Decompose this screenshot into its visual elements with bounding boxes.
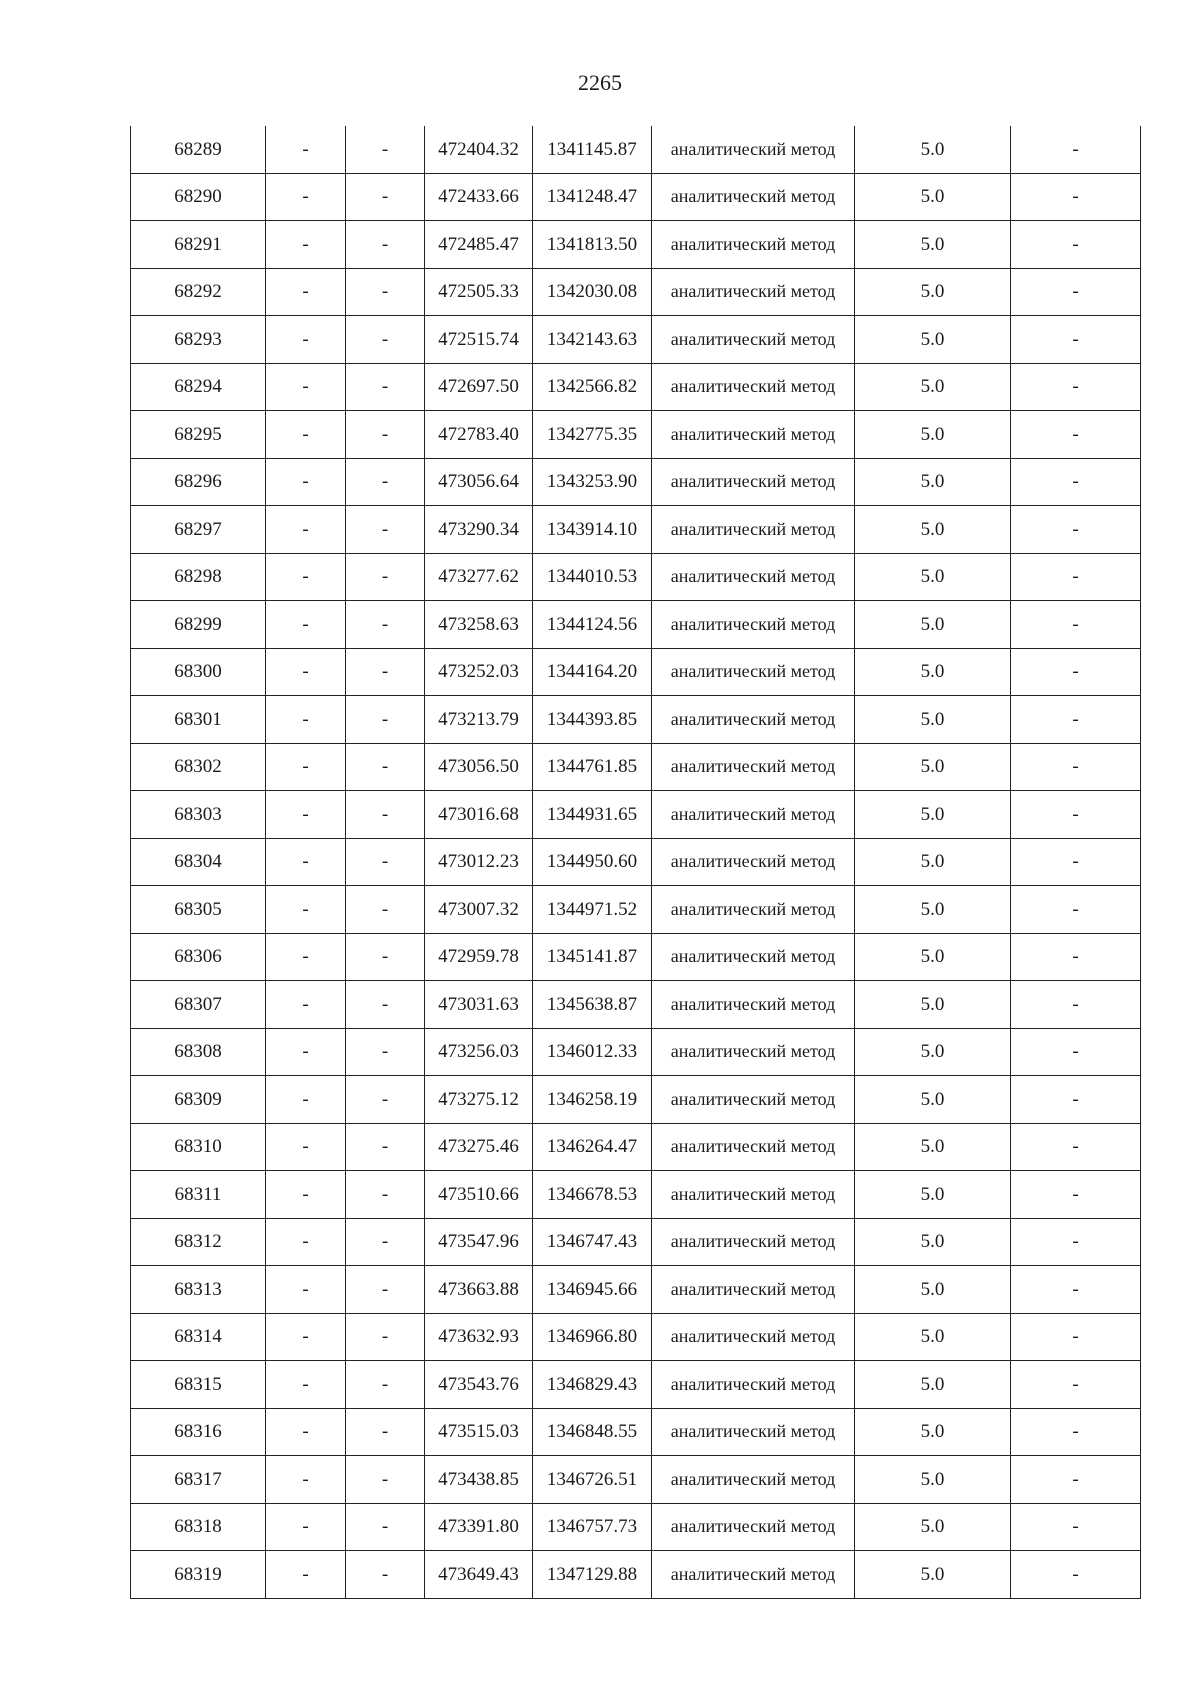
- dash-cell: -: [1011, 1028, 1141, 1076]
- x-coordinate-cell: 473547.96: [425, 1218, 533, 1266]
- point-number-cell: 68292: [131, 268, 266, 316]
- point-number-cell: 68312: [131, 1218, 266, 1266]
- table-row: [131, 696, 1141, 744]
- dash-cell: -: [346, 1123, 425, 1171]
- table-row: [131, 791, 1141, 839]
- method-cell: аналитический метод: [652, 1551, 855, 1599]
- accuracy-cell: 5.0: [855, 1028, 1011, 1076]
- method-cell: аналитический метод: [652, 1503, 855, 1551]
- table-row: [131, 1551, 1141, 1599]
- table-row: [131, 1456, 1141, 1504]
- accuracy-cell: 5.0: [855, 1171, 1011, 1219]
- dash-cell: -: [266, 411, 346, 459]
- dash-cell: -: [1011, 696, 1141, 744]
- x-coordinate-cell: 473007.32: [425, 886, 533, 934]
- dash-cell: -: [1011, 506, 1141, 554]
- accuracy-cell: 5.0: [855, 1408, 1011, 1456]
- accuracy-cell: 5.0: [855, 1218, 1011, 1266]
- table-row: [131, 981, 1141, 1029]
- dash-cell: -: [266, 1551, 346, 1599]
- dash-cell: -: [346, 1361, 425, 1409]
- dash-cell: -: [1011, 601, 1141, 649]
- point-number-cell: 68299: [131, 601, 266, 649]
- method-cell: аналитический метод: [652, 886, 855, 934]
- y-coordinate-cell: 1342775.35: [533, 411, 652, 459]
- method-cell: аналитический метод: [652, 933, 855, 981]
- accuracy-cell: 5.0: [855, 316, 1011, 364]
- table-row: [131, 1123, 1141, 1171]
- x-coordinate-cell: 472433.66: [425, 173, 533, 221]
- table-row: [131, 553, 1141, 601]
- dash-cell: -: [266, 553, 346, 601]
- dash-cell: -: [266, 1503, 346, 1551]
- point-number-cell: 68305: [131, 886, 266, 934]
- method-cell: аналитический метод: [652, 1456, 855, 1504]
- dash-cell: -: [1011, 933, 1141, 981]
- accuracy-cell: 5.0: [855, 648, 1011, 696]
- dash-cell: -: [346, 886, 425, 934]
- method-cell: аналитический метод: [652, 411, 855, 459]
- table-row: [131, 933, 1141, 981]
- point-number-cell: 68309: [131, 1076, 266, 1124]
- dash-cell: -: [1011, 743, 1141, 791]
- method-cell: аналитический метод: [652, 126, 855, 173]
- table-row: [131, 458, 1141, 506]
- dash-cell: -: [346, 1028, 425, 1076]
- accuracy-cell: 5.0: [855, 506, 1011, 554]
- accuracy-cell: 5.0: [855, 126, 1011, 173]
- dash-cell: -: [1011, 363, 1141, 411]
- dash-cell: -: [1011, 268, 1141, 316]
- dash-cell: -: [1011, 1361, 1141, 1409]
- dash-cell: -: [346, 268, 425, 316]
- dash-cell: -: [346, 1171, 425, 1219]
- method-cell: аналитический метод: [652, 1408, 855, 1456]
- accuracy-cell: 5.0: [855, 458, 1011, 506]
- dash-cell: -: [266, 696, 346, 744]
- accuracy-cell: 5.0: [855, 1503, 1011, 1551]
- accuracy-cell: 5.0: [855, 981, 1011, 1029]
- point-number-cell: 68303: [131, 791, 266, 839]
- x-coordinate-cell: 472515.74: [425, 316, 533, 364]
- dash-cell: -: [1011, 458, 1141, 506]
- table-row: [131, 1361, 1141, 1409]
- y-coordinate-cell: 1345141.87: [533, 933, 652, 981]
- y-coordinate-cell: 1346678.53: [533, 1171, 652, 1219]
- method-cell: аналитический метод: [652, 981, 855, 1029]
- x-coordinate-cell: 473275.12: [425, 1076, 533, 1124]
- dash-cell: -: [346, 553, 425, 601]
- method-cell: аналитический метод: [652, 838, 855, 886]
- accuracy-cell: 5.0: [855, 743, 1011, 791]
- dash-cell: -: [346, 1218, 425, 1266]
- point-number-cell: 68297: [131, 506, 266, 554]
- accuracy-cell: 5.0: [855, 173, 1011, 221]
- dash-cell: -: [346, 838, 425, 886]
- dash-cell: -: [1011, 1503, 1141, 1551]
- method-cell: аналитический метод: [652, 791, 855, 839]
- dash-cell: -: [266, 1408, 346, 1456]
- dash-cell: -: [346, 1408, 425, 1456]
- y-coordinate-cell: 1347129.88: [533, 1551, 652, 1599]
- dash-cell: -: [1011, 1123, 1141, 1171]
- accuracy-cell: 5.0: [855, 553, 1011, 601]
- y-coordinate-cell: 1345638.87: [533, 981, 652, 1029]
- method-cell: аналитический метод: [652, 553, 855, 601]
- dash-cell: -: [346, 458, 425, 506]
- accuracy-cell: 5.0: [855, 221, 1011, 269]
- x-coordinate-cell: 472485.47: [425, 221, 533, 269]
- dash-cell: -: [266, 601, 346, 649]
- dash-cell: -: [266, 886, 346, 934]
- dash-cell: -: [266, 1218, 346, 1266]
- dash-cell: -: [346, 933, 425, 981]
- table-row: [131, 648, 1141, 696]
- table-row: [131, 886, 1141, 934]
- y-coordinate-cell: 1342143.63: [533, 316, 652, 364]
- y-coordinate-cell: 1343914.10: [533, 506, 652, 554]
- method-cell: аналитический метод: [652, 1076, 855, 1124]
- accuracy-cell: 5.0: [855, 268, 1011, 316]
- method-cell: аналитический метод: [652, 458, 855, 506]
- dash-cell: -: [266, 933, 346, 981]
- y-coordinate-cell: 1344164.20: [533, 648, 652, 696]
- table-row: [131, 1503, 1141, 1551]
- point-number-cell: 68295: [131, 411, 266, 459]
- dash-cell: -: [266, 363, 346, 411]
- page-number: 2265: [578, 70, 622, 95]
- point-number-cell: 68302: [131, 743, 266, 791]
- x-coordinate-cell: 472959.78: [425, 933, 533, 981]
- dash-cell: -: [346, 791, 425, 839]
- point-number-cell: 68304: [131, 838, 266, 886]
- method-cell: аналитический метод: [652, 696, 855, 744]
- point-number-cell: 68319: [131, 1551, 266, 1599]
- y-coordinate-cell: 1346726.51: [533, 1456, 652, 1504]
- point-number-cell: 68300: [131, 648, 266, 696]
- accuracy-cell: 5.0: [855, 886, 1011, 934]
- x-coordinate-cell: 473213.79: [425, 696, 533, 744]
- x-coordinate-cell: 473290.34: [425, 506, 533, 554]
- dash-cell: -: [346, 363, 425, 411]
- dash-cell: -: [1011, 221, 1141, 269]
- point-number-cell: 68291: [131, 221, 266, 269]
- table-row: [131, 316, 1141, 364]
- dash-cell: -: [1011, 316, 1141, 364]
- accuracy-cell: 5.0: [855, 1076, 1011, 1124]
- y-coordinate-cell: 1341248.47: [533, 173, 652, 221]
- method-cell: аналитический метод: [652, 268, 855, 316]
- point-number-cell: 68294: [131, 363, 266, 411]
- table-body: [131, 126, 1141, 1598]
- y-coordinate-cell: 1346848.55: [533, 1408, 652, 1456]
- dash-cell: -: [266, 1313, 346, 1361]
- x-coordinate-cell: 472783.40: [425, 411, 533, 459]
- x-coordinate-cell: 473515.03: [425, 1408, 533, 1456]
- dash-cell: -: [346, 173, 425, 221]
- dash-cell: -: [266, 743, 346, 791]
- dash-cell: -: [266, 268, 346, 316]
- dash-cell: -: [1011, 553, 1141, 601]
- point-number-cell: 68306: [131, 933, 266, 981]
- method-cell: аналитический метод: [652, 506, 855, 554]
- method-cell: аналитический метод: [652, 173, 855, 221]
- point-number-cell: 68313: [131, 1266, 266, 1314]
- accuracy-cell: 5.0: [855, 933, 1011, 981]
- y-coordinate-cell: 1346966.80: [533, 1313, 652, 1361]
- table-row: [131, 1171, 1141, 1219]
- dash-cell: -: [1011, 1313, 1141, 1361]
- dash-cell: -: [346, 411, 425, 459]
- x-coordinate-cell: 473031.63: [425, 981, 533, 1029]
- dash-cell: -: [266, 458, 346, 506]
- table-row: [131, 268, 1141, 316]
- dash-cell: -: [266, 1361, 346, 1409]
- y-coordinate-cell: 1342030.08: [533, 268, 652, 316]
- y-coordinate-cell: 1344971.52: [533, 886, 652, 934]
- dash-cell: -: [1011, 838, 1141, 886]
- table-row: [131, 506, 1141, 554]
- point-number-cell: 68290: [131, 173, 266, 221]
- x-coordinate-cell: 473510.66: [425, 1171, 533, 1219]
- dash-cell: -: [346, 1313, 425, 1361]
- point-number-cell: 68316: [131, 1408, 266, 1456]
- dash-cell: -: [346, 1456, 425, 1504]
- accuracy-cell: 5.0: [855, 791, 1011, 839]
- x-coordinate-cell: 473056.50: [425, 743, 533, 791]
- point-number-cell: 68317: [131, 1456, 266, 1504]
- method-cell: аналитический метод: [652, 648, 855, 696]
- y-coordinate-cell: 1342566.82: [533, 363, 652, 411]
- accuracy-cell: 5.0: [855, 411, 1011, 459]
- dash-cell: -: [1011, 791, 1141, 839]
- dash-cell: -: [266, 221, 346, 269]
- y-coordinate-cell: 1341813.50: [533, 221, 652, 269]
- method-cell: аналитический метод: [652, 1313, 855, 1361]
- dash-cell: -: [346, 1266, 425, 1314]
- method-cell: аналитический метод: [652, 221, 855, 269]
- dash-cell: -: [346, 743, 425, 791]
- y-coordinate-cell: 1346264.47: [533, 1123, 652, 1171]
- dash-cell: -: [266, 1123, 346, 1171]
- dash-cell: -: [1011, 1076, 1141, 1124]
- table-row: [131, 411, 1141, 459]
- x-coordinate-cell: 473012.23: [425, 838, 533, 886]
- table-row: [131, 1218, 1141, 1266]
- y-coordinate-cell: 1346012.33: [533, 1028, 652, 1076]
- x-coordinate-cell: 472697.50: [425, 363, 533, 411]
- accuracy-cell: 5.0: [855, 696, 1011, 744]
- method-cell: аналитический метод: [652, 1218, 855, 1266]
- dash-cell: -: [346, 1503, 425, 1551]
- table-row: [131, 743, 1141, 791]
- dash-cell: -: [266, 791, 346, 839]
- method-cell: аналитический метод: [652, 1028, 855, 1076]
- dash-cell: -: [346, 316, 425, 364]
- dash-cell: -: [266, 1076, 346, 1124]
- y-coordinate-cell: 1344761.85: [533, 743, 652, 791]
- dash-cell: -: [1011, 1456, 1141, 1504]
- coordinates-table: [130, 126, 1141, 1599]
- y-coordinate-cell: 1344950.60: [533, 838, 652, 886]
- dash-cell: -: [266, 1266, 346, 1314]
- dash-cell: -: [346, 981, 425, 1029]
- table-row: [131, 1408, 1141, 1456]
- accuracy-cell: 5.0: [855, 1123, 1011, 1171]
- y-coordinate-cell: 1346258.19: [533, 1076, 652, 1124]
- method-cell: аналитический метод: [652, 1361, 855, 1409]
- table-row: [131, 1028, 1141, 1076]
- y-coordinate-cell: 1346829.43: [533, 1361, 652, 1409]
- y-coordinate-cell: 1344124.56: [533, 601, 652, 649]
- point-number-cell: 68296: [131, 458, 266, 506]
- dash-cell: -: [1011, 1408, 1141, 1456]
- x-coordinate-cell: 473649.43: [425, 1551, 533, 1599]
- dash-cell: -: [266, 126, 346, 173]
- y-coordinate-cell: 1344931.65: [533, 791, 652, 839]
- dash-cell: -: [346, 1551, 425, 1599]
- dash-cell: -: [266, 316, 346, 364]
- point-number-cell: 68293: [131, 316, 266, 364]
- x-coordinate-cell: 473438.85: [425, 1456, 533, 1504]
- method-cell: аналитический метод: [652, 601, 855, 649]
- y-coordinate-cell: 1344010.53: [533, 553, 652, 601]
- x-coordinate-cell: 473252.03: [425, 648, 533, 696]
- x-coordinate-cell: 473258.63: [425, 601, 533, 649]
- x-coordinate-cell: 473256.03: [425, 1028, 533, 1076]
- table-row: [131, 126, 1141, 173]
- dash-cell: -: [1011, 411, 1141, 459]
- point-number-cell: 68314: [131, 1313, 266, 1361]
- y-coordinate-cell: 1344393.85: [533, 696, 652, 744]
- x-coordinate-cell: 473632.93: [425, 1313, 533, 1361]
- dash-cell: -: [1011, 1218, 1141, 1266]
- method-cell: аналитический метод: [652, 316, 855, 364]
- dash-cell: -: [346, 696, 425, 744]
- point-number-cell: 68301: [131, 696, 266, 744]
- dash-cell: -: [1011, 126, 1141, 173]
- dash-cell: -: [266, 981, 346, 1029]
- dash-cell: -: [266, 173, 346, 221]
- table-row: [131, 838, 1141, 886]
- table-row: [131, 221, 1141, 269]
- y-coordinate-cell: 1343253.90: [533, 458, 652, 506]
- accuracy-cell: 5.0: [855, 363, 1011, 411]
- point-number-cell: 68311: [131, 1171, 266, 1219]
- x-coordinate-cell: 473277.62: [425, 553, 533, 601]
- method-cell: аналитический метод: [652, 743, 855, 791]
- accuracy-cell: 5.0: [855, 1551, 1011, 1599]
- y-coordinate-cell: 1346945.66: [533, 1266, 652, 1314]
- dash-cell: -: [266, 648, 346, 696]
- method-cell: аналитический метод: [652, 363, 855, 411]
- point-number-cell: 68318: [131, 1503, 266, 1551]
- dash-cell: -: [1011, 1551, 1141, 1599]
- y-coordinate-cell: 1341145.87: [533, 126, 652, 173]
- dash-cell: -: [266, 838, 346, 886]
- method-cell: аналитический метод: [652, 1123, 855, 1171]
- dash-cell: -: [266, 1456, 346, 1504]
- point-number-cell: 68315: [131, 1361, 266, 1409]
- table-row: [131, 1313, 1141, 1361]
- dash-cell: -: [346, 648, 425, 696]
- y-coordinate-cell: 1346747.43: [533, 1218, 652, 1266]
- x-coordinate-cell: 473056.64: [425, 458, 533, 506]
- point-number-cell: 68308: [131, 1028, 266, 1076]
- dash-cell: -: [1011, 981, 1141, 1029]
- table-row: [131, 173, 1141, 221]
- accuracy-cell: 5.0: [855, 601, 1011, 649]
- dash-cell: -: [346, 506, 425, 554]
- x-coordinate-cell: 473016.68: [425, 791, 533, 839]
- dash-cell: -: [1011, 1171, 1141, 1219]
- y-coordinate-cell: 1346757.73: [533, 1503, 652, 1551]
- x-coordinate-cell: 472404.32: [425, 126, 533, 173]
- dash-cell: -: [1011, 173, 1141, 221]
- dash-cell: -: [1011, 886, 1141, 934]
- accuracy-cell: 5.0: [855, 1361, 1011, 1409]
- x-coordinate-cell: 473391.80: [425, 1503, 533, 1551]
- table-row: [131, 1076, 1141, 1124]
- accuracy-cell: 5.0: [855, 838, 1011, 886]
- x-coordinate-cell: 473663.88: [425, 1266, 533, 1314]
- dash-cell: -: [1011, 648, 1141, 696]
- dash-cell: -: [266, 1028, 346, 1076]
- point-number-cell: 68298: [131, 553, 266, 601]
- table-row: [131, 363, 1141, 411]
- table-row: [131, 601, 1141, 649]
- x-coordinate-cell: 472505.33: [425, 268, 533, 316]
- dash-cell: -: [346, 601, 425, 649]
- point-number-cell: 68310: [131, 1123, 266, 1171]
- dash-cell: -: [346, 126, 425, 173]
- method-cell: аналитический метод: [652, 1266, 855, 1314]
- dash-cell: -: [346, 1076, 425, 1124]
- dash-cell: -: [266, 506, 346, 554]
- method-cell: аналитический метод: [652, 1171, 855, 1219]
- accuracy-cell: 5.0: [855, 1313, 1011, 1361]
- accuracy-cell: 5.0: [855, 1266, 1011, 1314]
- table-row: [131, 1266, 1141, 1314]
- accuracy-cell: 5.0: [855, 1456, 1011, 1504]
- x-coordinate-cell: 473275.46: [425, 1123, 533, 1171]
- point-number-cell: 68307: [131, 981, 266, 1029]
- point-number-cell: 68289: [131, 126, 266, 173]
- dash-cell: -: [1011, 1266, 1141, 1314]
- x-coordinate-cell: 473543.76: [425, 1361, 533, 1409]
- dash-cell: -: [266, 1171, 346, 1219]
- dash-cell: -: [346, 221, 425, 269]
